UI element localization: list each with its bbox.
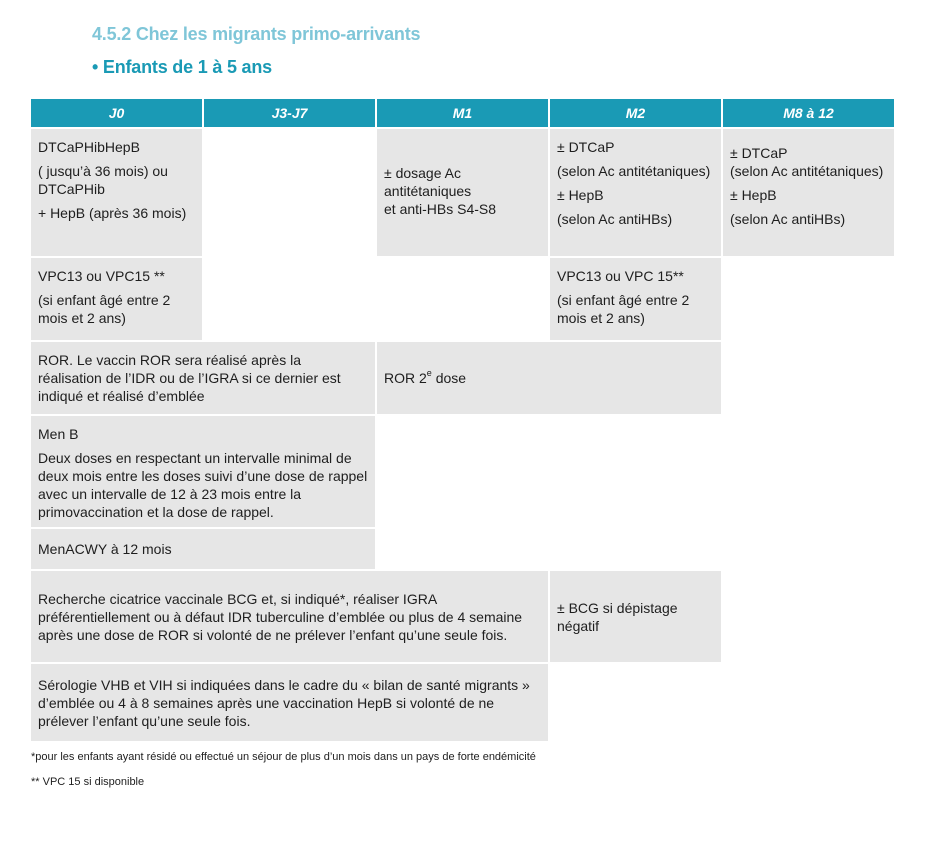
header-m8-12: M8 à 12 (723, 99, 894, 127)
ror-dose-label: dose (431, 370, 467, 386)
cell-dtcaphibhepb (31, 129, 202, 256)
cell-ror-2e-dose (377, 342, 721, 414)
cell-line: MenACWY à 12 mois (38, 541, 172, 557)
ror-label: ROR 2 (384, 370, 427, 386)
cell-vpc-m2 (550, 258, 721, 340)
cell-men-b (31, 416, 375, 527)
cell-bcg-igra (31, 571, 548, 662)
cell-vpc-j0 (31, 258, 202, 340)
cell-menacwy (31, 529, 375, 569)
cell-m2-dtcap-hepb (550, 129, 721, 256)
cell-line: (selon Ac antiHBs) (557, 211, 673, 227)
footnote-1: *pour les enfants ayant résidé ou effectué un séjour de plus d’un mois dans un pays de forte endémicité (31, 751, 536, 763)
cell-empty (377, 258, 548, 340)
cell-line: (selon Ac antitétaniques) (557, 163, 711, 179)
footnote-2: ** VPC 15 si disponible (31, 776, 145, 788)
cell-line: ± HepB (730, 187, 777, 203)
cell-line: (selon Ac antiHBs) (730, 211, 846, 227)
cell-line: Sérologie VHB et VIH si indiquées dans le cadre du « bilan de santé migrants » d’emblée ou 4 à 8 semaines après une vaccination HepB si volonté de ne prélever l’enfant qu’une seule fois. (38, 676, 530, 729)
cell-line: ± dosage Ac antitétaniques (384, 165, 472, 199)
cell-line (384, 369, 714, 387)
cell-line: VPC13 ou VPC15 ** (38, 268, 165, 284)
cell-line: Recherche cicatrice vaccinale BCG et, si indiqué*, réaliser IGRA préférentiellement ou à défaut IDR tuberculine d’emblée ou plus de 4 semaine après une dose de ROR si volonté de ne prélever l’enfant qu’une seule fois. (38, 590, 523, 643)
section-title: 4.5.2 Chez les migrants primo-arrivants (92, 24, 421, 44)
cell-bcg-m2 (550, 571, 721, 662)
cell-line: ± HepB (557, 187, 604, 203)
cell-dosage-ac (377, 129, 548, 256)
header-j3-j7: J3-J7 (204, 99, 375, 127)
cell-serologie (31, 664, 548, 741)
cell-line: Men B (38, 426, 79, 442)
header-j0: J0 (31, 99, 202, 127)
cell-line: ROR. Le vaccin ROR sera réalisé après la réalisation de l’IDR ou de l’IGRA si ce dernier est indiqué et réalisé d’emblée (38, 352, 341, 404)
header-m1: M1 (377, 99, 548, 127)
header-m2: M2 (550, 99, 721, 127)
cell-ror (31, 342, 375, 414)
cell-line: DTCaPHibHepB (38, 139, 140, 155)
cell-line: ± DTCaP (557, 139, 615, 155)
cell-line: ± DTCaP (730, 145, 788, 161)
cell-m8-dtcap-hepb (723, 129, 894, 256)
subsection-title: • Enfants de 1 à 5 ans (92, 57, 272, 77)
cell-line: (si enfant âgé entre 2 mois et 2 ans) (38, 292, 171, 326)
cell-line: ( jusqu’à 36 mois) ou DTCaPHib (38, 163, 168, 197)
vaccination-schedule-table (31, 99, 894, 741)
cell-line: ± BCG si dépistage négatif (557, 599, 678, 634)
ror-superscript: e (426, 368, 432, 379)
cell-line: Deux doses en respectant un intervalle minimal de deux mois entre les doses suivi d’une dose de rappel avec un intervalle de 12 à 23 mois entre la primovaccination et la dose de rappel. (38, 450, 368, 520)
cell-line: (selon Ac antitétaniques) (730, 163, 884, 179)
cell-line: VPC13 ou VPC 15** (557, 268, 684, 284)
cell-empty (204, 129, 375, 340)
cell-line: (si enfant âgé entre 2 mois et 2 ans) (557, 292, 690, 326)
cell-line: et anti-HBs S4-S8 (384, 201, 497, 217)
cell-line: + HepB (après 36 mois) (38, 205, 187, 221)
